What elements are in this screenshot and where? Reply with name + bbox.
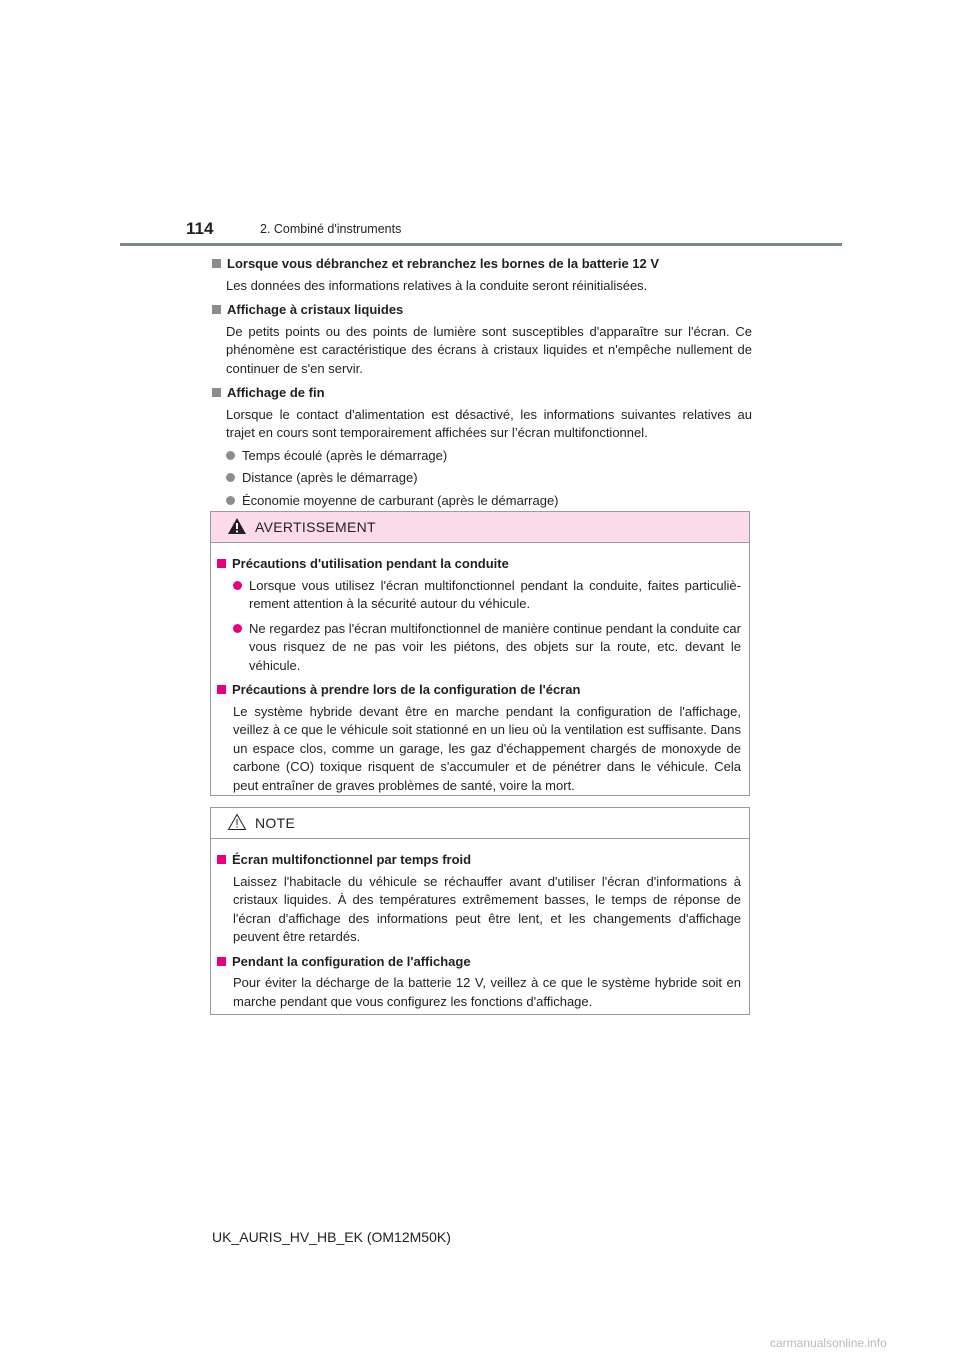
section-title: Écran multifonctionnel par temps froid [232, 852, 472, 867]
square-bullet-icon [212, 388, 221, 397]
caution-triangle-icon [227, 813, 247, 831]
section-title: Lorsque vous débranchez et rebranchez les bornes de la batterie 12 V [227, 256, 660, 271]
page-header [0, 0, 960, 250]
list-item: Temps écoulé (après le démarrage) [226, 447, 752, 466]
page-number: 114 [186, 219, 214, 238]
warning-box [210, 511, 750, 796]
square-bullet-icon [212, 259, 221, 268]
list-item: Distance (après le démarrage) [226, 469, 752, 488]
section-text: Le système hybride devant être en marche pendant la configuration de l'affichage, veillez à ce que le véhicule soit stationné en un lieu où la ventilation est suffisante. Dans un espace clos, comme un garage, les gaz d'échappement chargés de monoxyde de carbone (CO) toxique risquent de s'accumuler et de pénétrer dans le véhicule. Cela peut entraîner de graves problèmes de santé, voire la mort. [233, 703, 741, 793]
note-body [211, 839, 749, 1011]
section-title: Précautions d'utilisation pendant la conduite [232, 556, 509, 571]
section-text: De petits points ou des points de lumière sont susceptibles d'apparaître sur l'écran. Ce phénomène est caractéristique des écrans à cristaux liquides et n'empêche nullement de continuer de s'en servir. [226, 323, 752, 376]
section-end-display [212, 384, 752, 510]
list-item: Ne regardez pas l'écran multifonctionnel de manière continue pendant la conduite car vous risquez de ne pas voir les piétons, des objets sur la route, etc. devant le véhicule. [233, 620, 741, 676]
note-header [211, 808, 749, 839]
square-bullet-icon [217, 855, 226, 864]
square-bullet-icon [212, 305, 221, 314]
warning-triangle-icon [227, 517, 247, 535]
warning-body [211, 543, 749, 795]
circle-bullet-icon [226, 473, 235, 482]
warning-header [211, 512, 749, 543]
section-title: Pendant la configuration de l'affichage [232, 953, 471, 969]
note-box [210, 807, 750, 1015]
section-title: Affichage de fin [227, 385, 325, 400]
main-content [212, 255, 752, 510]
list-item: Économie moyenne de carburant (après le démarrage) [226, 492, 752, 511]
header-divider [120, 243, 842, 246]
circle-bullet-icon [226, 496, 235, 505]
section-text: Lorsque le contact d'alimentation est désactivé, les informations suivantes relatives au trajet en cours sont temporairement affichées sur l’écran multifonctionnel. [226, 406, 752, 440]
square-bullet-icon [217, 559, 226, 568]
section-text: Les données des informations relatives à la conduite seront réinitialisées. [226, 277, 648, 293]
watermark: carmanualsonline.info [770, 1336, 887, 1350]
square-bullet-icon [217, 957, 226, 966]
manual-code: UK_AURIS_HV_HB_EK (OM12M50K) [212, 1229, 451, 1245]
section-lcd [212, 301, 752, 378]
circle-bullet-icon [226, 451, 235, 460]
chapter-title: 2. Combiné d'instruments [260, 222, 402, 236]
section-title: Affichage à cristaux liquides [227, 302, 404, 317]
section-text: Pour éviter la décharge de la batterie 12 V, veillez à ce que le système hybride soit en marche pendant que vous configurez les fonctions d'affichage. [233, 975, 741, 1009]
note-title: NOTE [255, 815, 296, 831]
list-item: Lorsque vous utilisez l'écran multifonctionnel pendant la conduite, faites particuliè-rement attention à la sécurité autour du véhicule. [233, 577, 741, 614]
section-title: Précautions à prendre lors de la configuration de l'écran [232, 682, 581, 697]
warning-title: AVERTISSEMENT [255, 519, 376, 535]
section-text: Laissez l'habitacle du véhicule se réchauffer avant d'utiliser l'écran d'informations à cristaux liquides. À des températures extrêmement basses, le temps de réponse de l'écran d'affichage des informations peut être lent, et les changements d'affichage peuvent être retardés. [233, 873, 741, 944]
circle-bullet-icon [233, 581, 242, 590]
circle-bullet-icon [233, 624, 242, 633]
square-bullet-icon [217, 685, 226, 694]
section-battery [212, 255, 752, 295]
